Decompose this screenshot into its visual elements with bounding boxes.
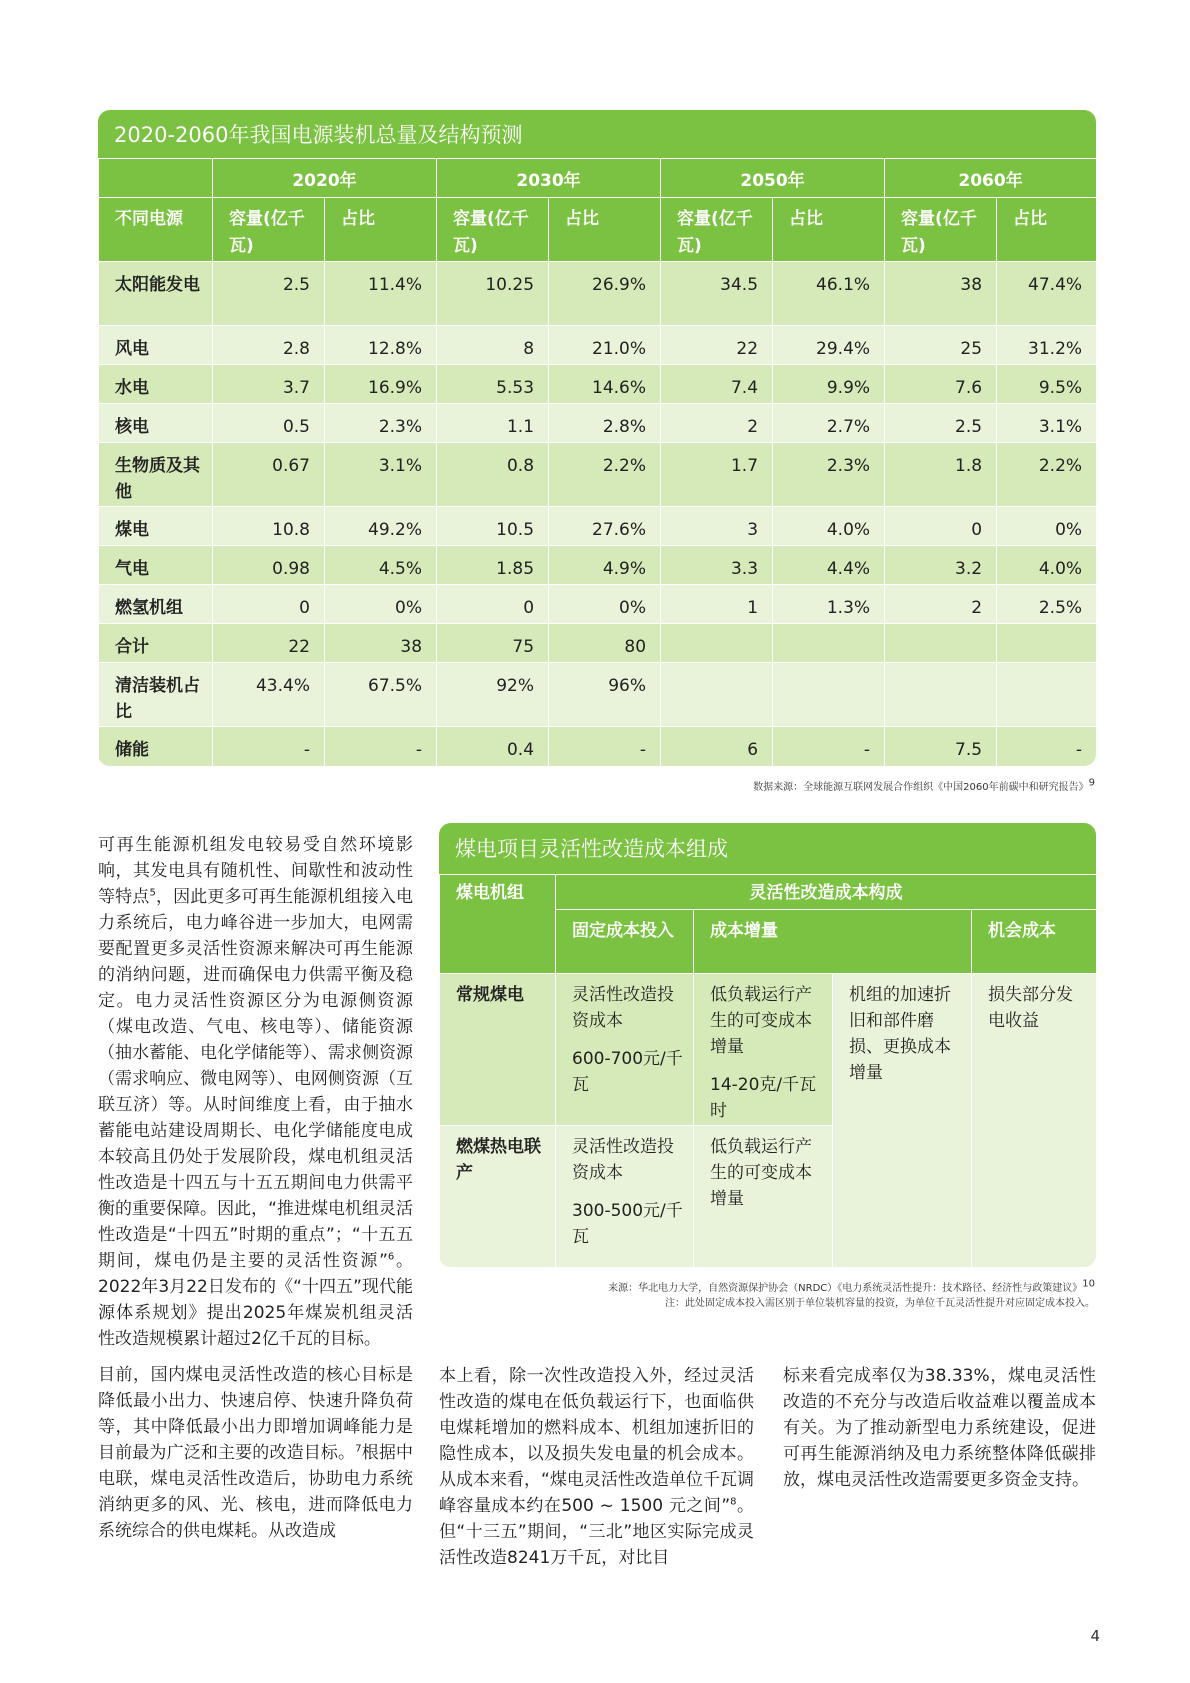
year-header: 2060年 — [885, 159, 1096, 198]
table-cell: 0.5 — [213, 404, 325, 443]
table-cell: 5.53 — [437, 365, 549, 404]
table-cell: - — [997, 727, 1096, 767]
table-row — [99, 663, 1097, 727]
row-label: 燃氢机组 — [99, 585, 213, 624]
table-cell: 0% — [997, 507, 1096, 546]
row-label: 风电 — [99, 326, 213, 365]
table-cell: 1.3% — [773, 585, 885, 624]
source-col-header: 不同电源 — [99, 198, 213, 262]
table-cell: 3.1% — [325, 443, 437, 507]
fixed-cost-cell: 灵活性改造投资成本 600-700元/千瓦 — [556, 974, 694, 1126]
table-cell: 31.2% — [997, 326, 1096, 365]
table-cell: 2.5% — [997, 585, 1096, 624]
table-cell: 2 — [885, 585, 997, 624]
table-cell: 4.4% — [773, 546, 885, 585]
opportunity-cost-cell: 损失部分发电收益 — [972, 974, 1097, 1268]
table-row — [99, 546, 1097, 585]
cost-increment-cell: 低负载运行产生的可变成本增量 — [694, 1126, 833, 1268]
table-cell: 1.1 — [437, 404, 549, 443]
table-row — [99, 507, 1097, 546]
table-cell — [661, 663, 773, 727]
table-cell: 21.0% — [549, 326, 661, 365]
table-cell: 2.3% — [325, 404, 437, 443]
table2-grid — [439, 874, 1096, 1267]
table2-note: 注：此处固定成本投入需区别于单位装机容量的投资，为单位千瓦灵活性提升对应固定成本投入。 — [665, 1298, 1095, 1309]
paragraph: 可再生能源机组发电较易受自然环境影响，其发电具有随机性、间歇性和波动性等特点$^5$，因此更多可再生能源机组接入电力系统后，电力峰谷进一步加大，电网需要配置更多灵活性资源来解决可再生能源的消纳问题，进而确保电力供需平衡及稳定。电力灵活性资源区分为电源侧资源（煤电改造、气电、核电等）、储能资源（抽水蓄能、电化学储能等）、需求侧资源（需求响应、微电网等）、电网侧资源（互联互济）等。从时间维度上看，由于抽水蓄能电站建设周期长、电化学储能度电成本较高且仍处于发展阶段，煤电机组灵活性改造是十四五与十五五期间电力供需平衡的重要保障。因此，“推进煤电机组灵活性改造是“十四五”时期的重点”；“十五五期间，煤电仍是主要的灵活性资源”$^6$。2022年3月22日发布的《“十四五”现代能源体系规划》提出2025年煤炭机组灵活性改造规模累计超过2亿千瓦的目标。 — [98, 835, 414, 1349]
table-cell: 2.8% — [549, 404, 661, 443]
share-col-header: 占比 — [549, 198, 661, 262]
table-row — [99, 404, 1097, 443]
table-cell: - — [773, 727, 885, 767]
table-cell: 3.7 — [213, 365, 325, 404]
table-cell: 4.9% — [549, 546, 661, 585]
opportunity-cost-header: 机会成本 — [972, 910, 1097, 974]
table-cell: 12.8% — [325, 326, 437, 365]
table-row — [99, 585, 1097, 624]
table-cell: - — [213, 727, 325, 767]
table-cell: 1.7 — [661, 443, 773, 507]
row-label: 核电 — [99, 404, 213, 443]
table-cell — [773, 663, 885, 727]
table-cell: 22 — [213, 624, 325, 663]
share-col-header: 占比 — [773, 198, 885, 262]
table-cell: 10.8 — [213, 507, 325, 546]
table-cell: 0 — [885, 507, 997, 546]
table-cell: 49.2% — [325, 507, 437, 546]
table-cell: 4.0% — [773, 507, 885, 546]
table-cell: 7.6 — [885, 365, 997, 404]
table-cell: 38 — [885, 262, 997, 326]
body-text-middle — [439, 1363, 754, 1581]
table-cell: 14.6% — [549, 365, 661, 404]
table-cell — [997, 624, 1096, 663]
year-header: 2020年 — [213, 159, 437, 198]
body-text-left — [98, 832, 413, 1554]
fixed-cost-header: 固定成本投入 — [556, 910, 694, 974]
table-cell: 2 — [661, 404, 773, 443]
table-cell: 0 — [437, 585, 549, 624]
table-cell — [773, 624, 885, 663]
table-cell: 0.98 — [213, 546, 325, 585]
table-cell: 2.7% — [773, 404, 885, 443]
table-cell: 11.4% — [325, 262, 437, 326]
table1-grid — [98, 158, 1096, 766]
share-col-header: 占比 — [997, 198, 1096, 262]
table-cell: 47.4% — [997, 262, 1096, 326]
row-label: 生物质及其他 — [99, 443, 213, 507]
cost-structure-header: 灵活性改造成本构成 — [556, 875, 1097, 910]
table-cell: 2.2% — [549, 443, 661, 507]
paragraph: 目前，国内煤电灵活性改造的核心目标是降低最小出力、快速启停、快速升降负荷等，其中降低最小出力即增加调峰能力是目前最为广泛和主要的改造目标。$^7$根据中电联，煤电灵活性改造后，协助电力系统消纳更多的风、光、核电，进而降低电力系统综合的供电煤耗。从改造成 — [98, 1365, 413, 1541]
table-cell: 1 — [661, 585, 773, 624]
year-header: 2050年 — [661, 159, 885, 198]
table-cell: 16.9% — [325, 365, 437, 404]
table-cell: 4.0% — [997, 546, 1096, 585]
table-cell: 92% — [437, 663, 549, 727]
table-cell: 7.4 — [661, 365, 773, 404]
table-cell: 43.4% — [213, 663, 325, 727]
table-cell: 0% — [549, 585, 661, 624]
cost-increment-header: 成本增量 — [694, 910, 972, 974]
table-row — [99, 326, 1097, 365]
capacity-col-header: 容量(亿千瓦) — [437, 198, 549, 262]
table-cell: 3 — [661, 507, 773, 546]
cost-increment-cell: 低负载运行产生的可变成本增量 14-20克/千瓦时 — [694, 974, 833, 1126]
retrofit-cost-table — [439, 823, 1096, 1267]
table-cell: 9.9% — [773, 365, 885, 404]
row-label: 储能 — [99, 727, 213, 767]
table-cell: 27.6% — [549, 507, 661, 546]
table-cell: 2.3% — [773, 443, 885, 507]
year-header: 2030年 — [437, 159, 661, 198]
capacity-col-header: 容量(亿千瓦) — [885, 198, 997, 262]
table-cell: - — [549, 727, 661, 767]
body-text-right — [783, 1363, 1096, 1503]
table-cell: 2.8 — [213, 326, 325, 365]
table-cell: 9.5% — [997, 365, 1096, 404]
unit-header: 煤电机组 — [440, 875, 556, 974]
table-row — [99, 727, 1097, 767]
row-label: 常规煤电 — [440, 974, 556, 1126]
table-cell: 75 — [437, 624, 549, 663]
table-cell: 10.25 — [437, 262, 549, 326]
table-cell: 2.5 — [213, 262, 325, 326]
table-cell: 0.4 — [437, 727, 549, 767]
row-label: 水电 — [99, 365, 213, 404]
row-label: 煤电 — [99, 507, 213, 546]
table-cell — [885, 663, 997, 727]
table-row — [99, 624, 1097, 663]
page-number: 4 — [1090, 1627, 1100, 1645]
row-label: 清洁装机占比 — [99, 663, 213, 727]
table-cell: 0.8 — [437, 443, 549, 507]
table1-title: 2020-2060年我国电源装机总量及结构预测 — [98, 110, 1096, 158]
table-cell: 4.5% — [325, 546, 437, 585]
table-cell: 67.5% — [325, 663, 437, 727]
table-cell: 8 — [437, 326, 549, 365]
table-cell: 29.4% — [773, 326, 885, 365]
table-cell: 2.2% — [997, 443, 1096, 507]
table-cell: 26.9% — [549, 262, 661, 326]
table-row — [99, 443, 1097, 507]
table2-title: 煤电项目灵活性改造成本组成 — [439, 823, 1096, 874]
power-capacity-table — [98, 110, 1096, 766]
paragraph: 本上看，除一次性改造投入外，经过灵活性改造的煤电在低负载运行下，也面临供电煤耗增加的燃料成本、机组加速折旧的隐性成本，以及损失发电量的机会成本。从成本来看，“煤电灵活性改造单位千瓦调峰容量成本约在500 ~ 1500 元之间”$^8$。但“十三五”期间，“三北”地区实际完成灵活性改造8241万千瓦，对比目 — [439, 1366, 754, 1568]
corner-cell — [99, 159, 213, 198]
table-row — [99, 365, 1097, 404]
table-cell: 3.2 — [885, 546, 997, 585]
table-cell — [997, 663, 1096, 727]
row-label: 气电 — [99, 546, 213, 585]
table-cell: 34.5 — [661, 262, 773, 326]
table-cell: 1.8 — [885, 443, 997, 507]
capacity-col-header: 容量(亿千瓦) — [661, 198, 773, 262]
table-cell: 3.3 — [661, 546, 773, 585]
table-cell: 46.1% — [773, 262, 885, 326]
table-cell: 0.67 — [213, 443, 325, 507]
table-row — [99, 262, 1097, 326]
row-label: 太阳能发电 — [99, 262, 213, 326]
share-col-header: 占比 — [325, 198, 437, 262]
table-cell: 25 — [885, 326, 997, 365]
table1-source: 数据来源：全球能源互联网发展合作组织《中国2060年前碳中和研究报告》9 — [753, 777, 1095, 793]
table-cell: - — [325, 727, 437, 767]
table-cell: 80 — [549, 624, 661, 663]
table-cell: 0 — [213, 585, 325, 624]
fixed-cost-cell: 灵活性改造投资成本 300-500元/千瓦 — [556, 1126, 694, 1268]
table-cell: 10.5 — [437, 507, 549, 546]
row-label: 合计 — [99, 624, 213, 663]
table-cell: 1.85 — [437, 546, 549, 585]
table-cell: 22 — [661, 326, 773, 365]
table-cell: 6 — [661, 727, 773, 767]
table-cell: 0% — [325, 585, 437, 624]
paragraph: 标来看完成率仅为38.33%，煤电灵活性改造的不充分与改造后收益难以覆盖成本有关。为了推动新型电力系统建设，促进可再生能源消纳及电力系统整体降低碳排放，煤电灵活性改造需要更多资金支持。 — [783, 1366, 1096, 1490]
depreciation-cell: 机组的加速折旧和部件磨损、更换成本增量 — [833, 974, 972, 1268]
table-cell — [661, 624, 773, 663]
table-cell — [885, 624, 997, 663]
table-cell: 3.1% — [997, 404, 1096, 443]
table-cell: 2.5 — [885, 404, 997, 443]
table-cell: 96% — [549, 663, 661, 727]
table2-source: 来源：华北电力大学，自然资源保护协会（NRDC）《电力系统灵活性提升：技术路径、经济性与政策建议》10 注：此处固定成本投入需区别于单位装机容量的投资，为单位千瓦灵活性提升对应固定成本投入。 — [608, 1278, 1095, 1309]
row-label: 燃煤热电联产 — [440, 1126, 556, 1268]
capacity-col-header: 容量(亿千瓦) — [213, 198, 325, 262]
table-cell: 7.5 — [885, 727, 997, 767]
table-cell: 38 — [325, 624, 437, 663]
